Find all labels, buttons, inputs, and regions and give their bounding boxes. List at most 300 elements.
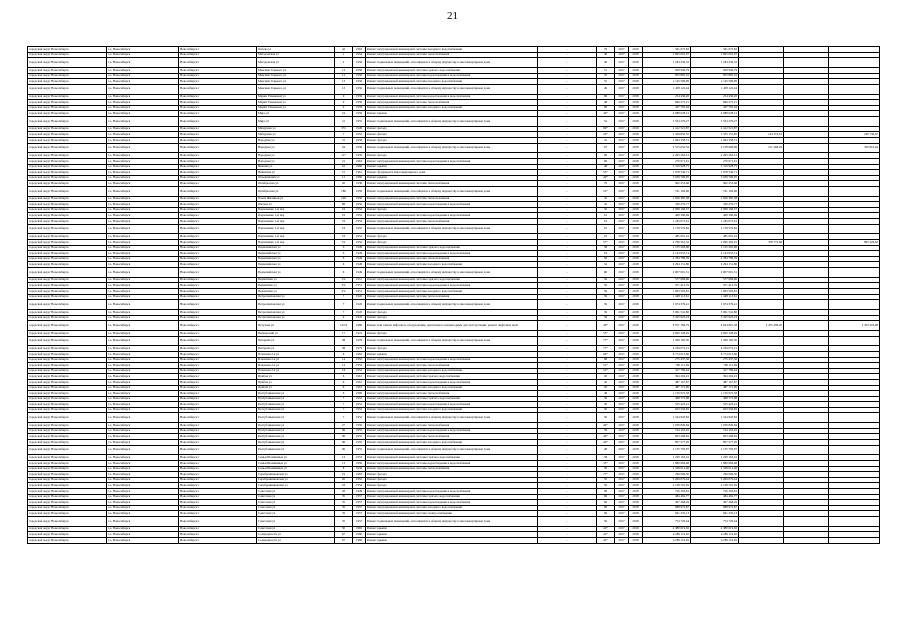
house-number-cell: 3/2 <box>335 283 353 289</box>
extra-cost-2-cell <box>784 537 829 543</box>
end-year-cell: 2018 <box>629 213 643 219</box>
street-cell: Прибоя ул <box>257 385 335 391</box>
dash-cell: - <box>538 283 597 289</box>
end-year-cell: 2018 <box>629 251 643 257</box>
street-cell: Мира ул <box>257 116 335 126</box>
start-year-cell: 2017 <box>615 207 629 213</box>
dash-cell: - <box>538 445 597 455</box>
total-cost-cell: 1 674 379,41 <box>643 300 691 310</box>
extra-cost-2-cell <box>784 143 829 153</box>
wear-cell: 55* <box>597 330 615 336</box>
extra-cost-1-cell <box>739 413 784 423</box>
extra-cost-2-cell <box>784 300 829 310</box>
wear-cell: 61 <box>597 219 615 225</box>
street-cell: Первомайская ул <box>257 245 335 251</box>
start-year-cell: 2017 <box>615 294 629 300</box>
wear-cell: 48 <box>597 164 615 170</box>
locality-cell: Новосибирск г <box>179 363 257 369</box>
city-district-cell: г.о. Новосибирск <box>107 268 179 278</box>
municipality-cell: городской округ Новосибирск <box>28 158 107 164</box>
house-number-cell: 67 <box>335 532 353 538</box>
start-year-cell: 2017 <box>615 391 629 397</box>
year-cell: 1959 <box>353 94 366 100</box>
end-year-cell: 2018 <box>629 94 643 100</box>
street-cell: Петропавловская ул <box>257 294 335 300</box>
street-cell: Прибоя ул <box>257 379 335 385</box>
start-year-cell: 2017 <box>615 262 629 268</box>
dash-cell: - <box>538 516 597 526</box>
fund-cost-cell: 955 865,16 <box>691 73 739 79</box>
extra-cost-3-cell <box>829 336 880 346</box>
work-type-cell: Ремонт подвальных помещений, относящихся к общему имуществу в многоквартирном доме <box>366 516 538 526</box>
locality-cell: Новосибирск г <box>179 175 257 181</box>
municipality-cell: городской округ Новосибирск <box>28 262 107 268</box>
wear-cell: 49* <box>597 423 615 429</box>
dash-cell: - <box>538 181 597 187</box>
city-district-cell: г.о. Новосибирск <box>107 158 179 164</box>
house-number-cell: 14 <box>335 363 353 369</box>
end-year-cell: 2018 <box>629 288 643 294</box>
dash-cell: - <box>538 505 597 511</box>
year-cell: 1958 <box>353 137 366 143</box>
street-cell: Петухова ул <box>257 321 335 331</box>
house-number-cell: 9 <box>335 315 353 321</box>
year-cell: 1959 <box>353 153 366 159</box>
municipality-cell: городской округ Новосибирск <box>28 73 107 79</box>
city-district-cell: г.о. Новосибирск <box>107 330 179 336</box>
dash-cell: - <box>538 537 597 543</box>
year-cell: 1949 <box>353 262 366 268</box>
start-year-cell: 2017 <box>615 315 629 321</box>
house-number-cell: 7 <box>335 294 353 300</box>
municipality-cell: городской округ Новосибирск <box>28 294 107 300</box>
year-cell: 1956 <box>353 461 366 467</box>
extra-cost-2-cell <box>784 516 829 526</box>
work-type-cell: Ремонт фасада <box>366 472 538 478</box>
start-year-cell: 2017 <box>615 202 629 208</box>
street-cell: Пархоменко 1-й пер <box>257 224 335 234</box>
dash-cell: - <box>538 500 597 506</box>
dash-cell: - <box>538 111 597 117</box>
locality-cell: Новосибирск г <box>179 505 257 511</box>
extra-cost-3-cell: 166 730,67 <box>829 132 880 138</box>
fund-cost-cell: 275 437,36 <box>691 357 739 363</box>
start-year-cell: 2017 <box>615 472 629 478</box>
wear-cell: 61 <box>597 213 615 219</box>
year-cell: 1956 <box>353 58 366 68</box>
fund-cost-cell: 484 462,77 <box>691 494 739 500</box>
house-number-cell: 13 <box>335 455 353 461</box>
municipality-cell: городской округ Новосибирск <box>28 256 107 262</box>
wear-cell: 40* <box>597 321 615 331</box>
work-type-cell: Ремонт внутридомовой инженерной системы водоотведения и водоснабжения <box>366 357 538 363</box>
start-year-cell: 2017 <box>615 385 629 391</box>
house-number-cell: 7 <box>335 132 353 138</box>
year-cell: 1956 <box>353 67 366 73</box>
municipality-cell: городской округ Новосибирск <box>28 181 107 187</box>
locality-cell: Новосибирск г <box>179 283 257 289</box>
extra-cost-1-cell <box>739 84 784 94</box>
dash-cell: - <box>538 526 597 532</box>
locality-cell: Новосибирск г <box>179 143 257 153</box>
year-cell: 1956 <box>353 84 366 94</box>
municipality-cell: городской округ Новосибирск <box>28 423 107 429</box>
street-cell: Писарева ул <box>257 346 335 352</box>
municipality-cell: городской округ Новосибирск <box>28 137 107 143</box>
locality-cell: Новосибирск г <box>179 494 257 500</box>
city-district-cell: г.о. Новосибирск <box>107 47 179 53</box>
end-year-cell: 2018 <box>629 116 643 126</box>
municipality-cell: городской округ Новосибирск <box>28 186 107 196</box>
work-type-cell: Ремонт подвальных помещений, относящихся к общему имуществу в многоквартирном доме <box>366 413 538 423</box>
locality-cell: Новосибирск г <box>179 511 257 517</box>
city-district-cell: г.о. Новосибирск <box>107 428 179 434</box>
house-number-cell: 17 <box>335 330 353 336</box>
municipality-cell: городской округ Новосибирск <box>28 532 107 538</box>
house-number-cell: 64 <box>335 143 353 153</box>
table-row <box>28 84 880 94</box>
house-number-cell: 19 <box>335 111 353 117</box>
start-year-cell: 2017 <box>615 116 629 126</box>
municipality-cell: городской округ Новосибирск <box>28 500 107 506</box>
house-number-cell: 13 <box>335 461 353 467</box>
locality-cell: Новосибирск г <box>179 79 257 85</box>
year-cell: 1963 <box>353 158 366 164</box>
work-type-cell: Ремонт подвальных помещений, относящихся к общему имуществу в многоквартирном доме <box>366 224 538 234</box>
house-number-cell: 7 <box>335 407 353 413</box>
start-year-cell: 2017 <box>615 52 629 58</box>
street-cell: Пермитина ул <box>257 283 335 289</box>
total-cost-cell: 1 135 203,90 <box>643 245 691 251</box>
end-year-cell: 2018 <box>629 181 643 187</box>
fund-cost-cell: 2 784 786,39 <box>691 256 739 262</box>
total-cost-cell: 1 145 509,99 <box>643 79 691 85</box>
house-number-cell: 7 <box>335 402 353 408</box>
street-cell: Пионерский ул <box>257 330 335 336</box>
work-type-cell: Ремонт фасада <box>366 483 538 489</box>
extra-cost-3-cell <box>829 516 880 526</box>
dash-cell: - <box>538 455 597 461</box>
house-number-cell: 27 <box>335 423 353 429</box>
total-cost-cell: 1 185 073,61 <box>643 219 691 225</box>
street-cell: Пархоменко 1-й пер <box>257 240 335 246</box>
extra-cost-2-cell <box>784 116 829 126</box>
dash-cell: - <box>538 207 597 213</box>
end-year-cell: 2018 <box>629 466 643 472</box>
total-cost-cell: 774 726,44 <box>643 516 691 526</box>
street-cell: Плановая 2-я ул <box>257 351 335 357</box>
start-year-cell: 2017 <box>615 47 629 53</box>
dash-cell: - <box>538 175 597 181</box>
locality-cell: Новосибирск г <box>179 52 257 58</box>
start-year-cell: 2017 <box>615 413 629 423</box>
year-cell: 1953 <box>353 455 366 461</box>
total-cost-cell: 3 039 700,95 <box>643 175 691 181</box>
municipality-cell: городской округ Новосибирск <box>28 277 107 283</box>
work-type-cell: Ремонт внутридомовой инженерной системы водоотведения и водоснабжения <box>366 73 538 79</box>
total-cost-cell: 4 239 072,21 <box>643 346 691 352</box>
year-cell: 1952 <box>353 207 366 213</box>
dash-cell: - <box>538 357 597 363</box>
extra-cost-3-cell <box>829 116 880 126</box>
extra-cost-1-cell: 124 372,61 <box>739 132 784 138</box>
locality-cell: Новосибирск г <box>179 537 257 543</box>
wear-cell: 49* <box>597 440 615 446</box>
total-cost-cell: 484 462,77 <box>643 494 691 500</box>
dash-cell: - <box>538 256 597 262</box>
work-type-cell: Ремонт внутридомовой инженерной системы теплоснабжения <box>366 100 538 106</box>
start-year-cell: 2017 <box>615 321 629 331</box>
wear-cell: 63 <box>597 251 615 257</box>
locality-cell: Новосибирск г <box>179 137 257 143</box>
municipality-cell: городской округ Новосибирск <box>28 440 107 446</box>
dash-cell: - <box>538 407 597 413</box>
end-year-cell: 2018 <box>629 67 643 73</box>
locality-cell: Новосибирск г <box>179 213 257 219</box>
street-cell: Никитина ул <box>257 170 335 176</box>
wear-cell: 79 <box>597 47 615 53</box>
wear-cell: 59 <box>597 428 615 434</box>
fund-cost-cell: 2 548 614,40 <box>691 466 739 472</box>
city-district-cell: г.о. Новосибирск <box>107 73 179 79</box>
total-cost-cell: 857 577,20 <box>643 440 691 446</box>
year-cell: 1941 <box>353 330 366 336</box>
wear-cell: 59 <box>597 277 615 283</box>
house-number-cell: 96 <box>335 445 353 455</box>
municipality-cell: городской округ Новосибирск <box>28 309 107 315</box>
total-cost-cell: 971 412,76 <box>643 283 691 289</box>
municipality-cell: городской округ Новосибирск <box>28 268 107 278</box>
year-cell: 1955 <box>353 434 366 440</box>
work-type-cell: Ремонт внутридомовой инженерной системы электроснабжения <box>366 511 538 517</box>
end-year-cell: 2018 <box>629 219 643 225</box>
city-district-cell: г.о. Новосибирск <box>107 346 179 352</box>
start-year-cell: 2017 <box>615 175 629 181</box>
street-cell: Плановая 2-я ул <box>257 363 335 369</box>
end-year-cell: 2018 <box>629 413 643 423</box>
end-year-cell: 2018 <box>629 300 643 310</box>
wear-cell: 59 <box>597 300 615 310</box>
street-cell: Семьи Шамшиных ул <box>257 466 335 472</box>
house-number-cell: 21 <box>335 170 353 176</box>
total-cost-cell: 1 156 072,58 <box>643 391 691 397</box>
fund-cost-cell: 971 412,76 <box>691 283 739 289</box>
start-year-cell: 2017 <box>615 374 629 380</box>
start-year-cell: 2017 <box>615 494 629 500</box>
city-district-cell: г.о. Новосибирск <box>107 84 179 94</box>
total-cost-cell: 2 265 263,12 <box>643 153 691 159</box>
dash-cell: - <box>538 351 597 357</box>
extra-cost-3-cell <box>829 300 880 310</box>
start-year-cell: 2017 <box>615 153 629 159</box>
fund-cost-cell: 487 171,96 <box>691 385 739 391</box>
municipality-cell: городской округ Новосибирск <box>28 396 107 402</box>
city-district-cell: г.о. Новосибирск <box>107 357 179 363</box>
locality-cell: Новосибирск г <box>179 391 257 397</box>
total-cost-cell: 254 436,20 <box>643 94 691 100</box>
end-year-cell: 2018 <box>629 363 643 369</box>
start-year-cell: 2017 <box>615 396 629 402</box>
start-year-cell: 2017 <box>615 158 629 164</box>
total-cost-cell: 468 390,69 <box>643 213 691 219</box>
house-number-cell: 35 <box>335 505 353 511</box>
wear-cell: 56 <box>597 516 615 526</box>
work-type-cell: Ремонт внутридомовой инженерной системы холодного водоснабжения <box>366 368 538 374</box>
year-cell: 1959 <box>353 100 366 106</box>
house-number-cell: 13 <box>335 84 353 94</box>
year-cell: 1956 <box>353 143 366 153</box>
year-cell: 1959 <box>353 111 366 117</box>
total-cost-cell: 561 675,82 <box>643 47 691 53</box>
fund-cost-cell: 1 964 358,72 <box>691 137 739 143</box>
end-year-cell: 2018 <box>629 532 643 538</box>
work-type-cell: Ремонт фасада <box>366 330 538 336</box>
wear-cell: 69 <box>597 489 615 495</box>
end-year-cell: 2018 <box>629 84 643 94</box>
year-cell: 1952 <box>353 234 366 240</box>
year-cell: 1957 <box>353 516 366 526</box>
work-type-cell: Ремонт подвальных помещений, относящихся к общему имуществу в многоквартирном доме <box>366 336 538 346</box>
start-year-cell: 2017 <box>615 245 629 251</box>
dash-cell: - <box>538 164 597 170</box>
dash-cell: - <box>538 321 597 331</box>
house-number-cell: 100 <box>335 196 353 202</box>
start-year-cell: 2017 <box>615 336 629 346</box>
extra-cost-3-cell <box>829 84 880 94</box>
street-cell: Республиканская ул <box>257 445 335 455</box>
municipality-cell: городской округ Новосибирск <box>28 351 107 357</box>
work-type-cell: Ремонт внутридомовой инженерной системы водоотведения и водоснабжения <box>366 213 538 219</box>
street-cell: Пермитина ул <box>257 277 335 283</box>
start-year-cell: 2017 <box>615 84 629 94</box>
dash-cell: - <box>538 402 597 408</box>
municipality-cell: городской округ Новосибирск <box>28 379 107 385</box>
year-cell: 1979 <box>353 346 366 352</box>
city-district-cell: г.о. Новосибирск <box>107 262 179 268</box>
house-number-cell: 9 <box>335 100 353 106</box>
dash-cell: - <box>538 251 597 257</box>
start-year-cell: 2017 <box>615 402 629 408</box>
work-type-cell: Ремонт фасада <box>366 309 538 315</box>
street-cell: Республиканская ул <box>257 428 335 434</box>
page-number: 21 <box>447 10 458 22</box>
fund-cost-cell: 1 184 236,32 <box>691 58 739 68</box>
dash-cell: - <box>538 374 597 380</box>
work-type-cell: Ремонт подвальных помещений, относящихся к общему имуществу в многоквартирном доме <box>366 116 538 126</box>
repair-plan-table-wrap <box>27 46 879 544</box>
work-type-cell: Ремонт крыши <box>366 175 538 181</box>
municipality-cell: городской округ Новосибирск <box>28 357 107 363</box>
locality-cell: Новосибирск г <box>179 483 257 489</box>
city-district-cell: г.о. Новосибирск <box>107 461 179 467</box>
street-cell: Магаданская ул <box>257 58 335 68</box>
work-type-cell: Ремонт внутридомовой инженерной системы горячего водоснабжения <box>366 67 538 73</box>
total-cost-cell: 1 448 113,61 <box>643 294 691 300</box>
wear-cell: 58 <box>597 455 615 461</box>
street-cell: Народная ул <box>257 143 335 153</box>
work-type-cell: Ремонт подвальных помещений, относящихся к общему имуществу в многоквартирном доме <box>366 58 538 68</box>
start-year-cell: 2017 <box>615 511 629 517</box>
work-type-cell: Ремонт подвальных помещений, относящихся к общему имуществу в многоквартирном доме <box>366 268 538 278</box>
house-number-cell: 9 <box>335 94 353 100</box>
extra-cost-3-cell <box>829 224 880 234</box>
end-year-cell: 2018 <box>629 321 643 331</box>
street-cell: Омская ул <box>257 202 335 208</box>
end-year-cell: 2018 <box>629 379 643 385</box>
house-number-cell: 96 <box>335 434 353 440</box>
work-type-cell: Ремонт внутридомовой инженерной системы водоотведения и водоснабжения <box>366 489 538 495</box>
year-cell: 1952 <box>353 477 366 483</box>
house-number-cell: 96 <box>335 440 353 446</box>
wear-cell: 60 <box>597 268 615 278</box>
wear-cell: 59 <box>597 309 615 315</box>
end-year-cell: 2018 <box>629 368 643 374</box>
city-district-cell: г.о. Новосибирск <box>107 294 179 300</box>
street-cell: Объединения ул <box>257 175 335 181</box>
extra-cost-1-cell <box>739 58 784 68</box>
locality-cell: Новосибирск г <box>179 336 257 346</box>
street-cell: Ольги Жилиной ул <box>257 196 335 202</box>
wear-cell: 42* <box>597 526 615 532</box>
street-cell: Максима Горького ул <box>257 79 335 85</box>
locality-cell: Новосибирск г <box>179 256 257 262</box>
total-cost-cell: 716 393,61 <box>643 489 691 495</box>
wear-cell: 55 <box>597 196 615 202</box>
year-cell: 1952 <box>353 413 366 423</box>
work-type-cell: Ремонт внутридомовой инженерной системы теплоснабжения <box>366 391 538 397</box>
fund-cost-cell: 1 335 151,85 <box>691 132 739 138</box>
municipality-cell: городской округ Новосибирск <box>28 224 107 234</box>
total-cost-cell: 2 548 614,40 <box>643 466 691 472</box>
end-year-cell: 2018 <box>629 111 643 117</box>
total-cost-cell: 1 063 505,81 <box>643 288 691 294</box>
fund-cost-cell: 2 088 628,12 <box>691 111 739 117</box>
city-district-cell: г.о. Новосибирск <box>107 277 179 283</box>
year-cell: 1949 <box>353 268 366 278</box>
year-cell: 1961 <box>353 385 366 391</box>
extra-cost-1-cell: 151 268,26 <box>739 143 784 153</box>
locality-cell: Новосибирск г <box>179 434 257 440</box>
total-cost-cell: 1 184 236,32 <box>643 58 691 68</box>
house-number-cell: 42 <box>335 47 353 53</box>
dash-cell: - <box>538 396 597 402</box>
total-cost-cell: 1 039 849,84 <box>643 423 691 429</box>
locality-cell: Новосибирск г <box>179 170 257 176</box>
city-district-cell: г.о. Новосибирск <box>107 245 179 251</box>
total-cost-cell: 1 534 279,27 <box>643 116 691 126</box>
fund-cost-cell: 487 167,87 <box>691 379 739 385</box>
total-cost-cell: 2 784 786,39 <box>643 256 691 262</box>
house-number-cell: 38 <box>335 346 353 352</box>
fund-cost-cell: 962 253,66 <box>691 181 739 187</box>
end-year-cell: 2018 <box>629 396 643 402</box>
house-number-cell: 21 <box>335 158 353 164</box>
locality-cell: Новосибирск г <box>179 116 257 126</box>
house-number-cell: 6 <box>335 374 353 380</box>
start-year-cell: 2017 <box>615 483 629 489</box>
extra-cost-1-cell: 2 475 299,26 <box>739 321 784 331</box>
fund-cost-cell: 3 061 541,80 <box>691 309 739 315</box>
house-number-cell: 3/2 <box>335 288 353 294</box>
start-year-cell: 2017 <box>615 346 629 352</box>
wear-cell: 59 <box>597 315 615 321</box>
year-cell: 1952 <box>353 363 366 369</box>
wear-cell: 56 <box>597 402 615 408</box>
locality-cell: Новосибирск г <box>179 428 257 434</box>
year-cell: 1949 <box>353 126 366 132</box>
total-cost-cell: 2 515 632,54 <box>643 143 691 153</box>
end-year-cell: 2018 <box>629 234 643 240</box>
